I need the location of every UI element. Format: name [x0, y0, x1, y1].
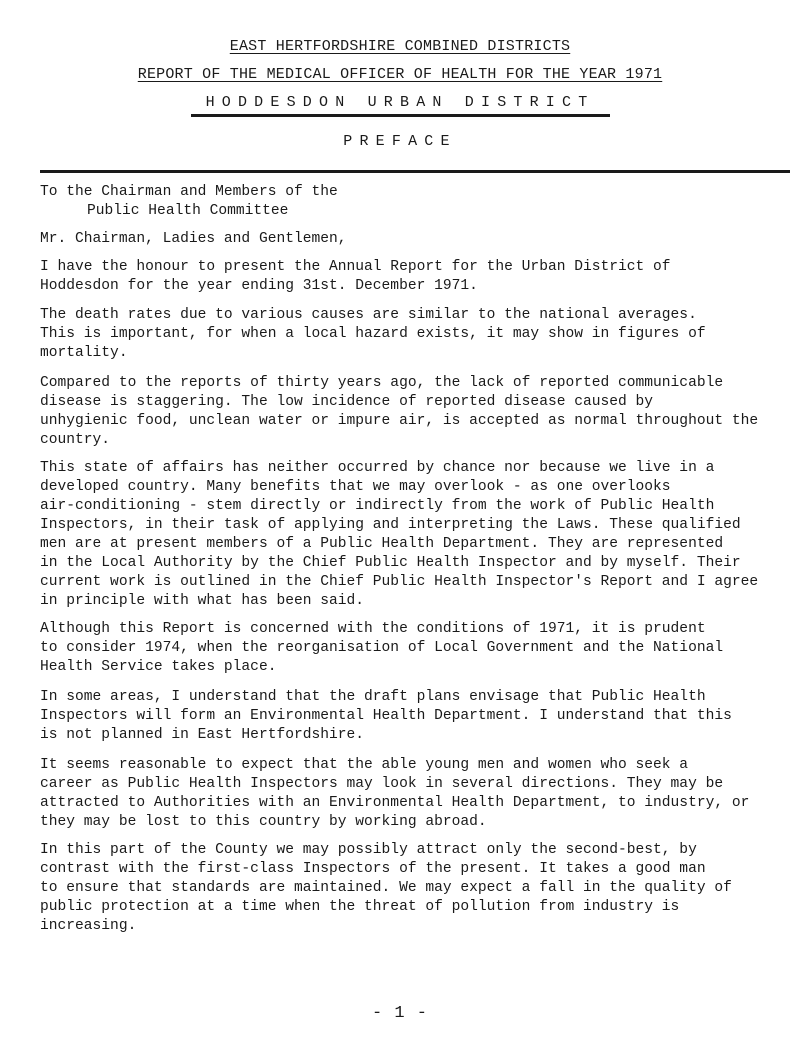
paragraph-line: to consider 1974, when the reorganisation of Local Government and the National [40, 640, 724, 656]
paragraph-line: in the Local Authority by the Chief Public Health Inspector and by myself. Their [40, 555, 741, 571]
paragraph [40, 756, 790, 832]
salutation-line: Mr. Chairman, Ladies and Gentlemen, [40, 231, 347, 247]
paragraph-line: Inspectors will form an Environmental Health Department. I understand that this [40, 708, 732, 724]
paragraph-line: mortality. [40, 345, 128, 361]
paragraph-line: career as Public Health Inspectors may look in several directions. They may be [40, 776, 724, 792]
paragraph-line: It seems reasonable to expect that the able young men and women who seek a [40, 757, 689, 773]
paragraph [40, 306, 790, 363]
paragraph [40, 620, 790, 677]
paragraph-line: developed country. Many benefits that we may overlook - as one overlooks [40, 479, 671, 495]
paragraph-line: public protection at a time when the threat of pollution from industry is [40, 899, 680, 915]
paragraph-line: to ensure that standards are maintained. We may expect a fall in the quality of [40, 880, 732, 896]
header-report-title [0, 66, 800, 83]
paragraph-line: I have the honour to present the Annual Report for the Urban District of [40, 259, 671, 275]
paragraph [40, 374, 790, 450]
paragraph [40, 459, 790, 611]
section-title: PREFACE [343, 133, 457, 150]
address-line: Public Health Committee [87, 203, 289, 219]
paragraph-line: This is important, for when a local hazard exists, it may show in figures of [40, 326, 706, 342]
district-heading [0, 94, 800, 111]
address-block [40, 183, 790, 221]
header-title [0, 38, 800, 55]
paragraph-line: country. [40, 432, 111, 448]
paragraph-line: air-conditioning - stem directly or indirectly from the work of Public Health [40, 498, 715, 514]
paragraph-line: increasing. [40, 918, 137, 934]
paragraph-line: contrast with the first-class Inspectors of the present. It takes a good man [40, 861, 706, 877]
paragraph-line: unhygienic food, unclean water or impure air, is accepted as normal throughout the [40, 413, 759, 429]
header-divider [40, 170, 790, 173]
paragraph-line: attracted to Authorities with an Environmental Health Department, to industry, or [40, 795, 750, 811]
paragraph [40, 688, 790, 745]
paragraph-line: Hoddesdon for the year ending 31st. December 1971. [40, 278, 478, 294]
paragraph-line: current work is outlined in the Chief Public Health Inspector's Report and I agree [40, 574, 759, 590]
page-number: - 1 - [371, 1004, 428, 1023]
district-underline [191, 114, 610, 117]
paragraph [40, 841, 790, 936]
paragraph-line: In this part of the County we may possibly attract only the second-best, by [40, 842, 697, 858]
paragraph-line: is not planned in East Hertfordshire. [40, 727, 365, 743]
address-line: To the Chairman and Members of the [40, 184, 338, 200]
paragraph-line: Inspectors, in their task of applying and interpreting the Laws. These qualified [40, 517, 741, 533]
paragraph-line: This state of affairs has neither occurred by chance nor because we live in a [40, 460, 715, 476]
header-report-line: REPORT OF THE MEDICAL OFFICER OF HEALTH FOR THE YEAR 1971 [137, 66, 663, 83]
section-heading [0, 133, 800, 150]
paragraph-line: disease is staggering. The low incidence of reported disease caused by [40, 394, 654, 410]
paragraph-line: they may be lost to this country by working abroad. [40, 814, 487, 830]
header-combined-districts: EAST HERTFORDSHIRE COMBINED DISTRICTS [229, 38, 571, 55]
paragraph-line: Although this Report is concerned with the conditions of 1971, it is prudent [40, 621, 706, 637]
salutation [40, 230, 790, 249]
paragraph-line: men are at present members of a Public Health Department. They are represented [40, 536, 724, 552]
paragraph [40, 258, 790, 296]
paragraph-line: Health Service takes place. [40, 659, 277, 675]
paragraph-line: in principle with what has been said. [40, 593, 365, 609]
paragraph-line: The death rates due to various causes are similar to the national averages. [40, 307, 697, 323]
paragraph-line: Compared to the reports of thirty years ago, the lack of reported communicable [40, 375, 724, 391]
district-name: HODDESDON URBAN DISTRICT [205, 94, 595, 111]
paragraph-line: In some areas, I understand that the draft plans envisage that Public Health [40, 689, 706, 705]
